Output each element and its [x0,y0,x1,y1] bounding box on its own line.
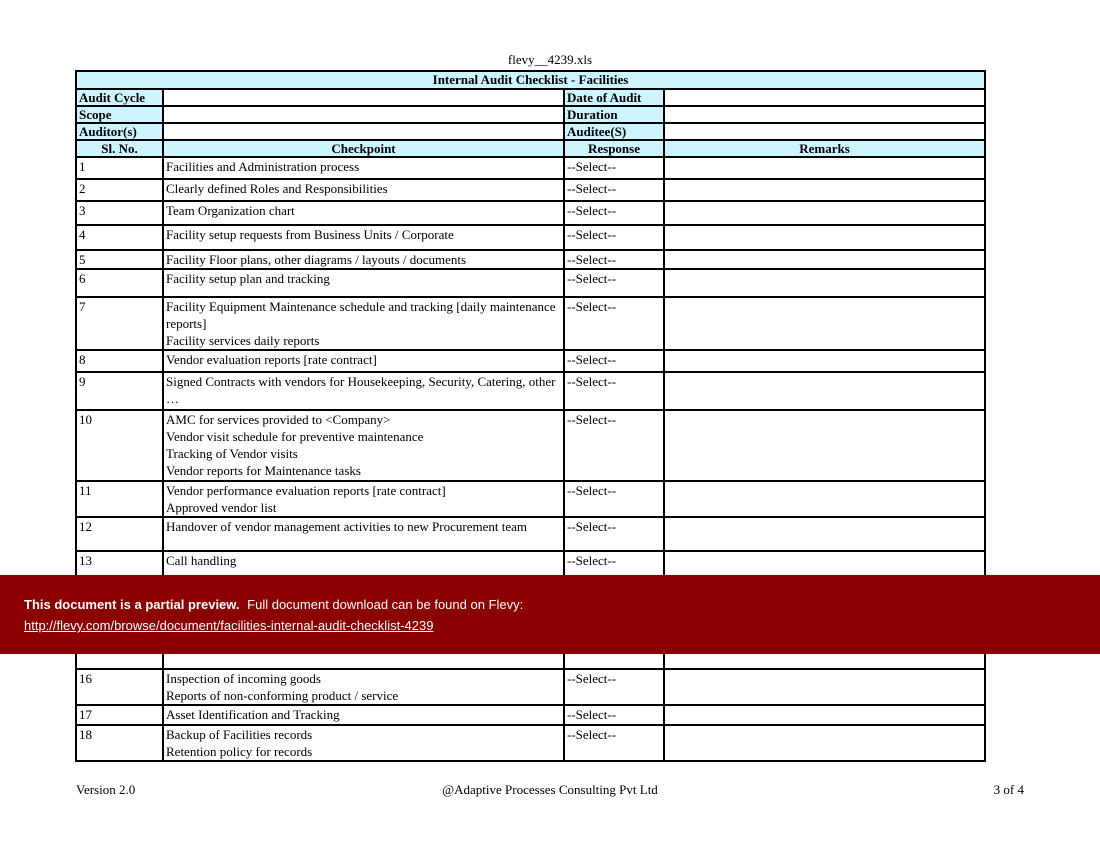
column-header-row [76,140,985,157]
table-title-row [76,71,985,89]
row-checkpoint: Facility Equipment Maintenance schedule and tracking [daily maintenance reports] Facility services daily reports [163,297,564,350]
table-row [76,725,985,761]
auditee-label: Auditee(S) [564,123,664,140]
row-sl-no: 2 [76,179,163,201]
row-checkpoint: Signed Contracts with vendors for Housekeeping, Security, Catering, other … [163,372,564,410]
row-checkpoint: Vendor evaluation reports [rate contract] [163,350,564,372]
row-checkpoint: Backup of Facilities records Retention policy for records [163,725,564,761]
remarks-cell[interactable] [664,297,985,350]
table-row [76,157,985,179]
response-select[interactable]: --Select-- [564,225,664,250]
response-select[interactable]: --Select-- [564,372,664,410]
row-sl-no: 11 [76,481,163,517]
response-select[interactable]: --Select-- [564,725,664,761]
remarks-cell[interactable] [664,225,985,250]
response-select[interactable]: --Select-- [564,297,664,350]
footer-company: @Adaptive Processes Consulting Pvt Ltd [442,782,658,797]
row-checkpoint: Call handling [163,551,564,591]
auditors-label: Auditor(s) [76,123,163,140]
remarks-cell[interactable] [664,269,985,297]
info-row-scope [76,106,985,123]
response-select[interactable]: --Select-- [564,179,664,201]
response-select[interactable]: --Select-- [564,517,664,551]
row-sl-no: 9 [76,372,163,410]
row-checkpoint: Team Organization chart [163,201,564,225]
response-select[interactable]: --Select-- [564,669,664,705]
remarks-cell[interactable] [664,725,985,761]
remarks-cell[interactable] [664,705,985,725]
remarks-cell[interactable] [664,517,985,551]
response-select[interactable]: --Select-- [564,551,664,591]
row-sl-no: 5 [76,250,163,269]
row-sl-no: 1 [76,157,163,179]
table-row [76,179,985,201]
response-select[interactable]: --Select-- [564,201,664,225]
preview-download-link[interactable]: http://flevy.com/browse/document/facilities-internal-audit-checklist-4239 [24,618,434,633]
footer-version: Version 2.0 [76,782,136,797]
remarks-cell[interactable] [664,410,985,481]
remarks-cell[interactable] [664,250,985,269]
sheet-title: Internal Audit Checklist - Facilities [76,71,985,89]
preview-banner [0,575,1100,654]
footer-page-number: 3 of 4 [993,782,1024,797]
preview-banner-message [24,597,523,612]
remarks-cell[interactable] [664,350,985,372]
audit-checklist-table [75,70,986,762]
row-sl-no: 10 [76,410,163,481]
table-row [76,481,985,517]
preview-banner-text: Full document download can be found on Flevy: [247,597,524,612]
row-checkpoint: AMC for services provided to <Company> Vendor visit schedule for preventive maintenance Tracking of Vendor visits Vendor reports for Maintenance tasks [163,410,564,481]
table-row [76,269,985,297]
row-sl-no: 18 [76,725,163,761]
row-sl-no: 4 [76,225,163,250]
auditors-value[interactable] [163,123,564,140]
remarks-cell[interactable] [664,201,985,225]
response-select[interactable]: --Select-- [564,350,664,372]
response-select[interactable]: --Select-- [564,705,664,725]
remarks-cell[interactable] [664,372,985,410]
auditee-value[interactable] [664,123,985,140]
response-select[interactable]: --Select-- [564,269,664,297]
row-sl-no: 8 [76,350,163,372]
row-checkpoint: Asset Identification and Tracking [163,705,564,725]
col-header-response: Response [564,140,664,157]
remarks-cell[interactable] [664,179,985,201]
col-header-sl-no: Sl. No. [76,140,163,157]
response-select[interactable]: --Select-- [564,481,664,517]
table-row [76,225,985,250]
date-of-audit-value[interactable] [664,89,985,106]
file-title: flevy__4239.xls [507,52,593,67]
row-sl-no: 17 [76,705,163,725]
row-sl-no: 16 [76,669,163,705]
table-row [76,372,985,410]
audit-cycle-label: Audit Cycle [76,89,163,106]
scope-label: Scope [76,106,163,123]
table-row [76,297,985,350]
row-sl-no: 13 [76,551,163,591]
response-select[interactable]: --Select-- [564,250,664,269]
duration-value[interactable] [664,106,985,123]
preview-banner-bold-text: This document is a partial preview. [24,597,240,612]
table-row [76,250,985,269]
table-row [76,410,985,481]
table-row [76,669,985,705]
row-checkpoint: Handover of vendor management activities to new Procurement team [163,517,564,551]
response-select[interactable]: --Select-- [564,410,664,481]
row-checkpoint: Facilities and Administration process [163,157,564,179]
row-checkpoint: Clearly defined Roles and Responsibilities [163,179,564,201]
table-row [76,201,985,225]
scope-value[interactable] [163,106,564,123]
row-checkpoint: Inspection of incoming goods Reports of non-conforming product / service [163,669,564,705]
duration-label: Duration [564,106,664,123]
remarks-cell[interactable] [664,481,985,517]
info-row-auditors [76,123,985,140]
row-checkpoint: Facility Floor plans, other diagrams / layouts / documents [163,250,564,269]
col-header-remarks: Remarks [664,140,985,157]
response-select[interactable]: --Select-- [564,157,664,179]
row-sl-no: 3 [76,201,163,225]
remarks-cell[interactable] [664,157,985,179]
remarks-cell[interactable] [664,669,985,705]
row-checkpoint: Facility setup requests from Business Units / Corporate [163,225,564,250]
date-of-audit-label: Date of Audit [564,89,664,106]
info-row-audit-cycle [76,89,985,106]
table-row [76,350,985,372]
audit-cycle-value[interactable] [163,89,564,106]
row-sl-no: 6 [76,269,163,297]
row-checkpoint: Facility setup plan and tracking [163,269,564,297]
col-header-checkpoint: Checkpoint [163,140,564,157]
table-row [76,705,985,725]
row-checkpoint: Vendor performance evaluation reports [rate contract] Approved vendor list [163,481,564,517]
row-sl-no: 12 [76,517,163,551]
row-sl-no: 7 [76,297,163,350]
table-row [76,517,985,551]
